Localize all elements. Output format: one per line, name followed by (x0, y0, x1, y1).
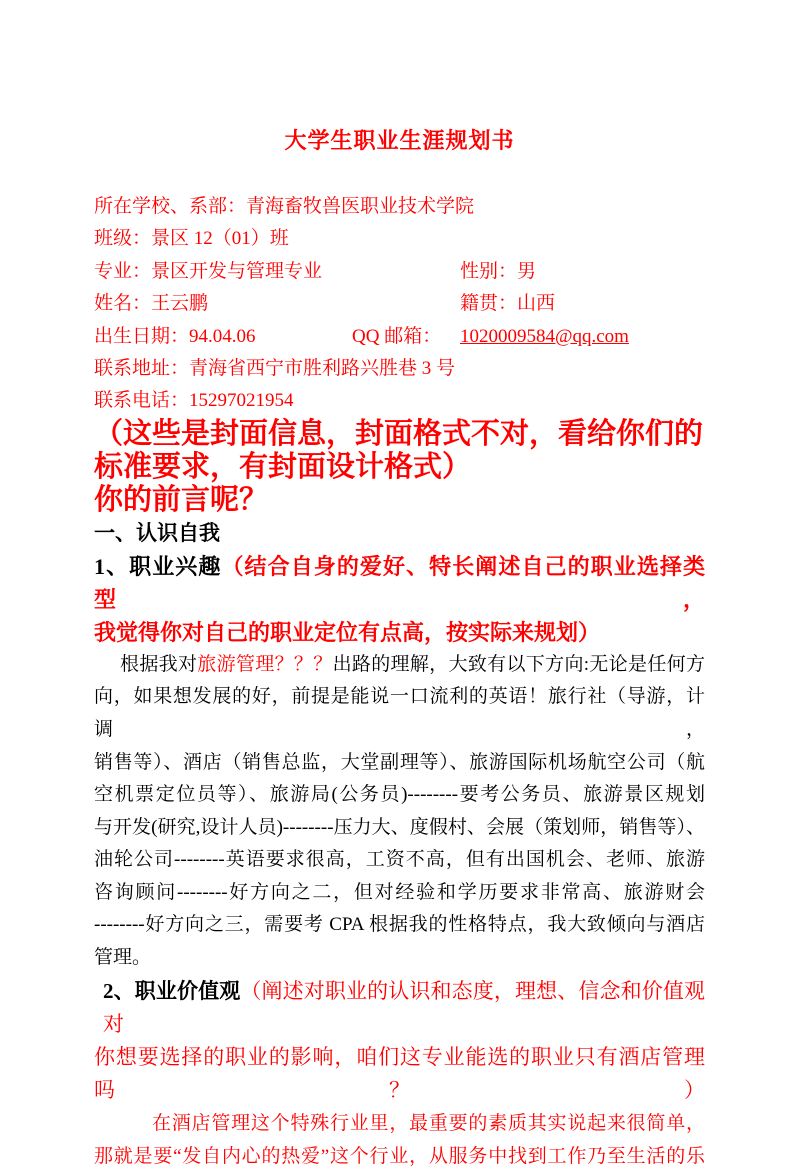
info-label: 联系地址：青海省西宁市胜利路兴胜巷 3 号 (94, 357, 456, 379)
cover-info-block (94, 191, 705, 418)
document-title: 大学生职业生涯规划书 (284, 128, 515, 153)
cover-info-row (94, 223, 705, 255)
paragraph-line (94, 1107, 705, 1140)
teacher-comment-line: 标准要求，有封面设计格式） (94, 450, 472, 483)
paragraph-line (94, 812, 705, 845)
paragraph-line (94, 779, 705, 812)
teacher-comment-block (94, 418, 705, 517)
text-run: 向，如果想发展的好，前提是能说一口流利的英语！旅行社（导游，计调， (94, 686, 705, 740)
text-run: 那就是要“发自内心的热爱”这个行业，从服务中找到工作乃至生活的乐 (94, 1145, 705, 1167)
text-run: 油轮公司--------英语要求很高，工资不高，但有出国机会、老师、旅游 (94, 849, 705, 871)
text-run: 我觉得你对自己的职业定位有点高，按实际来规划） (94, 619, 601, 645)
text-run: 销售等）、酒店（销售总监，大堂副理等）、旅游国际机场航空公司（航 (94, 751, 705, 773)
teacher-comment-line: 你的前言呢？ (94, 483, 269, 516)
cover-info-row (94, 288, 705, 320)
teacher-comment-line: （这些是封面信息，封面格式不对，看给你们的 (94, 417, 704, 450)
sub-heading-line (94, 1041, 705, 1107)
text-run: 旅游管理？？？ (197, 653, 333, 675)
document-body (94, 517, 705, 1173)
text-run: 在酒店管理这个特殊行业里，最重要的素质其实说起来很简单， (152, 1112, 705, 1134)
text-run: （阐述对职业的认识和态度，理想、信念和价值观对 (103, 978, 705, 1036)
text-run: 出路的理解，大致有以下方向:无论是任何方 (332, 653, 705, 675)
text-run: 根据我对 (120, 653, 198, 675)
sub-heading-line (94, 975, 705, 1041)
sub-heading-line (94, 616, 705, 649)
text-run: 咨询顾问--------好方向之二，但对经验和学历要求非常高、旅游财会 (94, 881, 705, 903)
cover-info-row (94, 191, 705, 223)
info-label: 联系电话：15297021954 (94, 390, 294, 412)
qq-email-link[interactable]: 1020009584@qq.com (460, 325, 629, 347)
info-label: 专业：景区开发与管理专业 (94, 260, 323, 282)
info-label: 班级：景区 12（01）班 (94, 228, 289, 250)
text-run: 与开发(研究,设计人员)--------压力大、度假村、会展（策划师，销售等）、 (94, 816, 705, 838)
paragraph-line (94, 649, 705, 682)
text-run: 你想要选择的职业的影响，咱们这专业能选的职业只有酒店管理吗？） (94, 1044, 705, 1102)
cover-info-row (94, 385, 705, 417)
text-run: --------好方向之三，需要考 CPA 根据我的性格特点，我大致倾向与酒店 (94, 914, 705, 936)
text-run: 2、职业价值观 (103, 978, 241, 1003)
paragraph-line (94, 877, 705, 910)
paragraph-line (94, 844, 705, 877)
cover-info-row (94, 321, 705, 353)
sub-heading-line (94, 550, 705, 616)
paragraph-line (94, 1140, 705, 1173)
info-label: 所在学校、系部：青海畜牧兽医职业技术学院 (94, 196, 475, 217)
text-run: （结合自身的爱好、特长阐述自己的职业选择类型， (94, 553, 705, 612)
text-run: 空机票定位员等）、旅游局(公务员)--------要考公务员、旅游景区规划 (94, 784, 705, 806)
info-label: 出生日期：94.04.06 (94, 325, 256, 347)
paragraph-line (94, 681, 705, 746)
text-run: 1、职业兴趣 (94, 553, 222, 579)
info-label: QQ 邮箱： (352, 325, 442, 347)
info-label: 籍贯：山西 (460, 293, 556, 315)
cover-info-row (94, 256, 705, 288)
info-label: 姓名：王云鹏 (94, 293, 209, 315)
text-run: 管理。 (94, 947, 152, 969)
section-heading-line (94, 517, 705, 550)
paragraph-line (94, 909, 705, 942)
info-label: 性别：男 (460, 260, 537, 282)
text-run: 一、认识自我 (94, 520, 220, 545)
paragraph-line (94, 747, 705, 780)
paragraph-line (94, 942, 705, 975)
cover-info-row (94, 353, 705, 385)
